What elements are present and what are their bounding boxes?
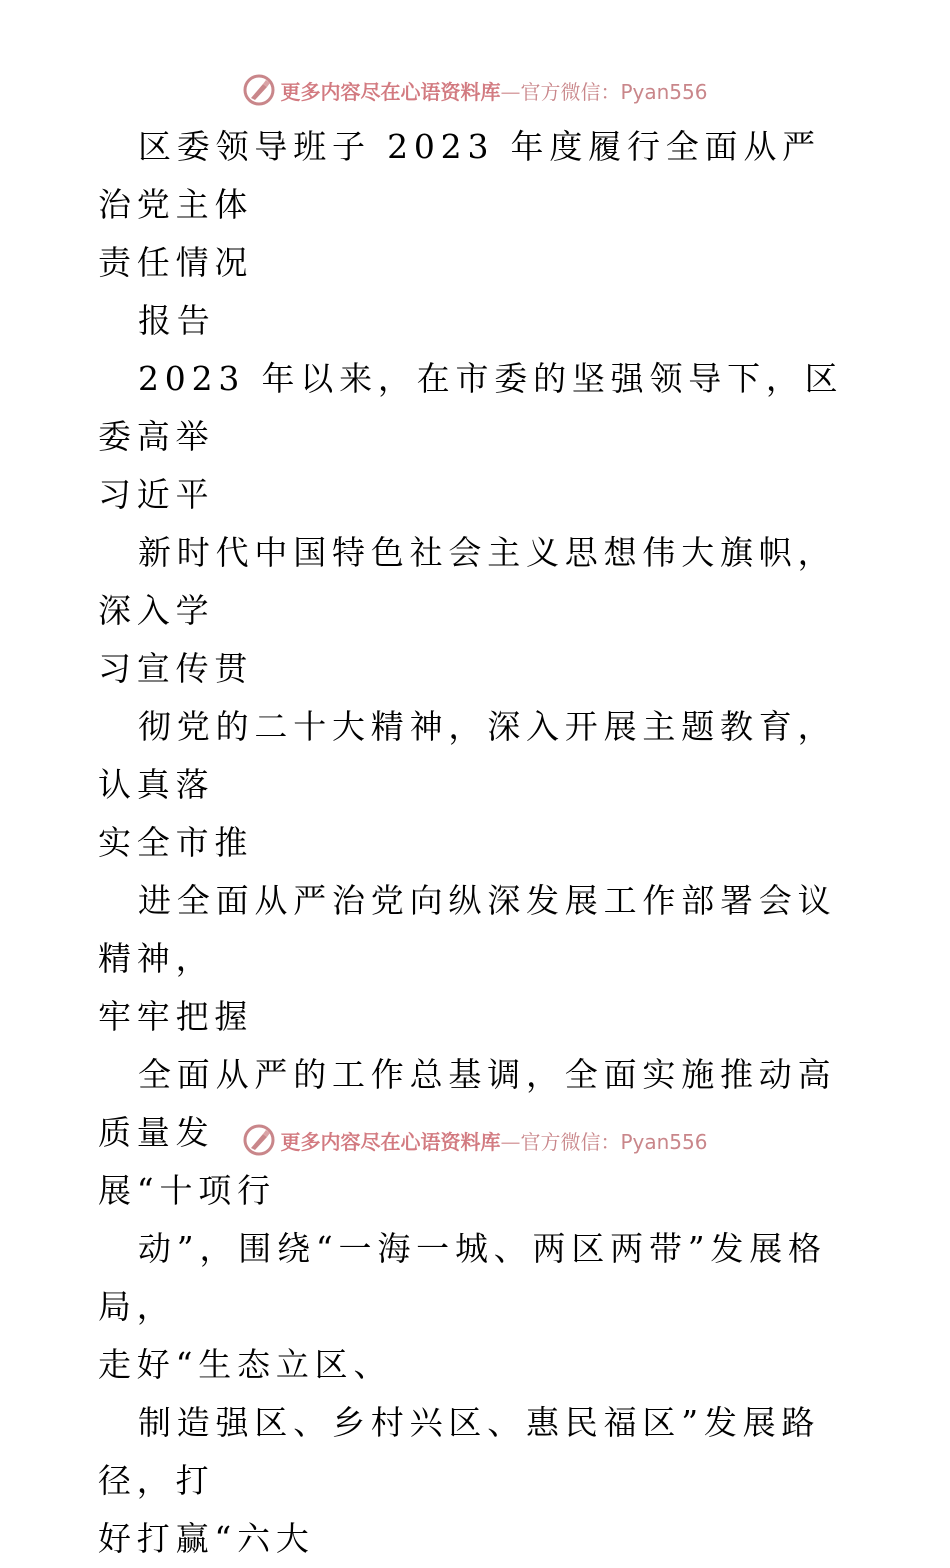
text-line: 新时代中国特色社会主义思想伟大旗帜，深入学 [98,533,837,630]
text-line: 习近平 [98,475,215,514]
text-line: 2023 年以来，在市委的坚强领导下，区委高举 [98,359,844,456]
paragraph-3 [98,698,858,872]
paragraph-2 [98,524,858,698]
paragraph-7 [98,1394,858,1568]
paragraph-subtitle [98,292,858,350]
paragraph-6 [98,1220,858,1394]
watermark-text [280,76,707,105]
text-line: 展“十项行 [98,1171,276,1210]
document-body [98,118,858,1568]
pen-circle-logo-icon [242,73,276,107]
footer-watermark [0,1120,950,1160]
watermark-text [280,1126,707,1155]
watermark-tail: 官方微信：Pyan556 [520,1129,708,1154]
text-line: 区委领导班子 2023 年度履行全面从严治党主体 [98,127,821,224]
text-line: 报告 [138,301,216,340]
text-line: 彻党的二十大精神，深入开展主题教育，认真落 [98,707,837,804]
text-line: 全面从严的工作总基调，全面实施推动高质量发 [98,1055,837,1152]
watermark-separator: — [500,1129,521,1154]
text-line: 进全面从严治党向纵深发展工作部署会议精神， [98,881,837,978]
watermark-main: 更多内容尽在心语资料库 [280,79,501,104]
watermark-tail: 官方微信：Pyan556 [520,79,708,104]
watermark-separator: — [500,79,521,104]
text-line: 牢牢把握 [98,997,254,1036]
text-line: 实全市推 [98,823,254,862]
paragraph-4 [98,872,858,1046]
paragraph-title [98,118,858,292]
text-line: 责任情况 [98,243,254,282]
paragraph-1 [98,350,858,524]
header-watermark [0,70,950,110]
text-line: 走好“生态立区、 [98,1345,393,1384]
text-line: 习宣传贯 [98,649,254,688]
text-line: 动”，围绕“一海一城、两区两带”发展格局， [98,1229,827,1326]
text-line: 好打赢“六大 [98,1519,315,1558]
pen-circle-logo-icon [242,1123,276,1157]
watermark-main: 更多内容尽在心语资料库 [280,1129,501,1154]
text-line: 制造强区、乡村兴区、惠民福区”发展路径，打 [98,1403,821,1500]
